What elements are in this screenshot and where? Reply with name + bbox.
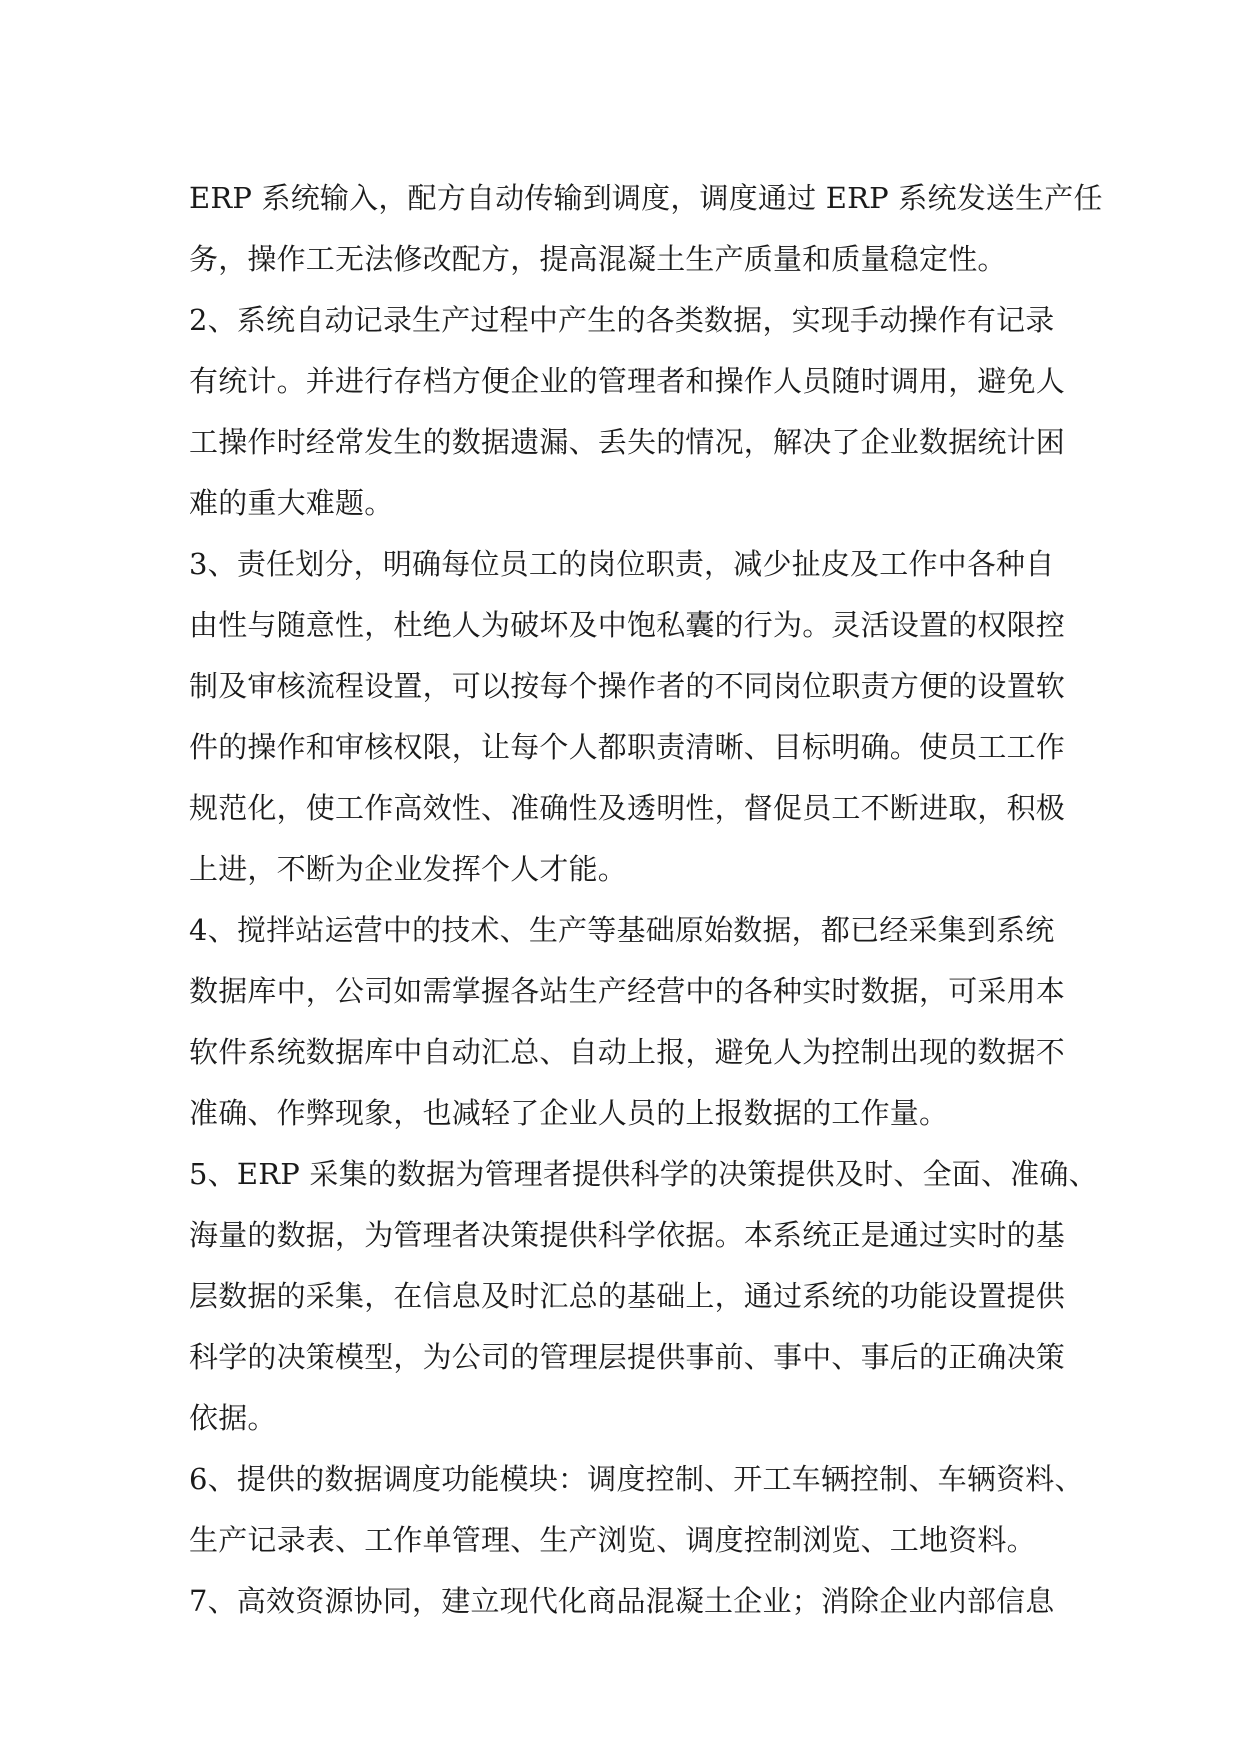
text-line: 上进，不断为企业发挥个人才能。 xyxy=(189,852,628,886)
text-line: 件的操作和审核权限，让每个人都职责清晰、目标明确。使员工工作 xyxy=(189,730,1066,764)
text-line: 制及审核流程设置，可以按每个操作者的不同岗位职责方便的设置软 xyxy=(189,669,1066,703)
document-body xyxy=(189,168,1103,1632)
text-line: 规范化，使工作高效性、准确性及透明性，督促员工不断进取，积极 xyxy=(189,791,1066,825)
text-line: 生产记录表、工作单管理、生产浏览、调度控制浏览、工地资料。 xyxy=(189,1523,1036,1557)
text-line: 数据库中，公司如需掌握各站生产经营中的各种实时数据，可采用本 xyxy=(189,974,1066,1008)
text-line: 务，操作工无法修改配方，提高混凝土生产质量和质量稳定性。 xyxy=(189,242,1007,276)
text-line: 层数据的采集，在信息及时汇总的基础上，通过系统的功能设置提供 xyxy=(189,1279,1066,1313)
text-line: 3、责任划分，明确每位员工的岗位职责，减少扯皮及工作中各种自 xyxy=(189,547,1055,581)
text-line: 依据。 xyxy=(189,1401,277,1435)
text-line: 工操作时经常发生的数据遗漏、丢失的情况，解决了企业数据统计困 xyxy=(189,425,1066,459)
text-line: ERP 系统输入，配方自动传输到调度，调度通过 ERP 系统发送生产任 xyxy=(189,181,1103,215)
text-line: 有统计。并进行存档方便企业的管理者和操作人员随时调用，避免人 xyxy=(189,364,1066,398)
text-line: 4、搅拌站运营中的技术、生产等基础原始数据，都已经采集到系统 xyxy=(189,913,1055,947)
text-line: 科学的决策模型，为公司的管理层提供事前、事中、事后的正确决策 xyxy=(189,1340,1066,1374)
text-line: 7、高效资源协同，建立现代化商品混凝土企业；消除企业内部信息 xyxy=(189,1584,1055,1618)
text-line: 6、提供的数据调度功能模块：调度控制、开工车辆控制、车辆资料、 xyxy=(189,1462,1084,1496)
text-line: 海量的数据，为管理者决策提供科学依据。本系统正是通过实时的基 xyxy=(189,1218,1066,1252)
text-line: 难的重大难题。 xyxy=(189,486,394,520)
text-line: 软件系统数据库中自动汇总、自动上报，避免人为控制出现的数据不 xyxy=(189,1035,1066,1069)
text-line: 2、系统自动记录生产过程中产生的各类数据，实现手动操作有记录 xyxy=(189,303,1055,337)
text-line: 准确、作弊现象，也减轻了企业人员的上报数据的工作量。 xyxy=(189,1096,949,1130)
text-line: 5、ERP 采集的数据为管理者提供科学的决策提供及时、全面、准确、 xyxy=(189,1157,1098,1191)
text-line: 由性与随意性，杜绝人为破坏及中饱私囊的行为。灵活设置的权限控 xyxy=(189,608,1066,642)
